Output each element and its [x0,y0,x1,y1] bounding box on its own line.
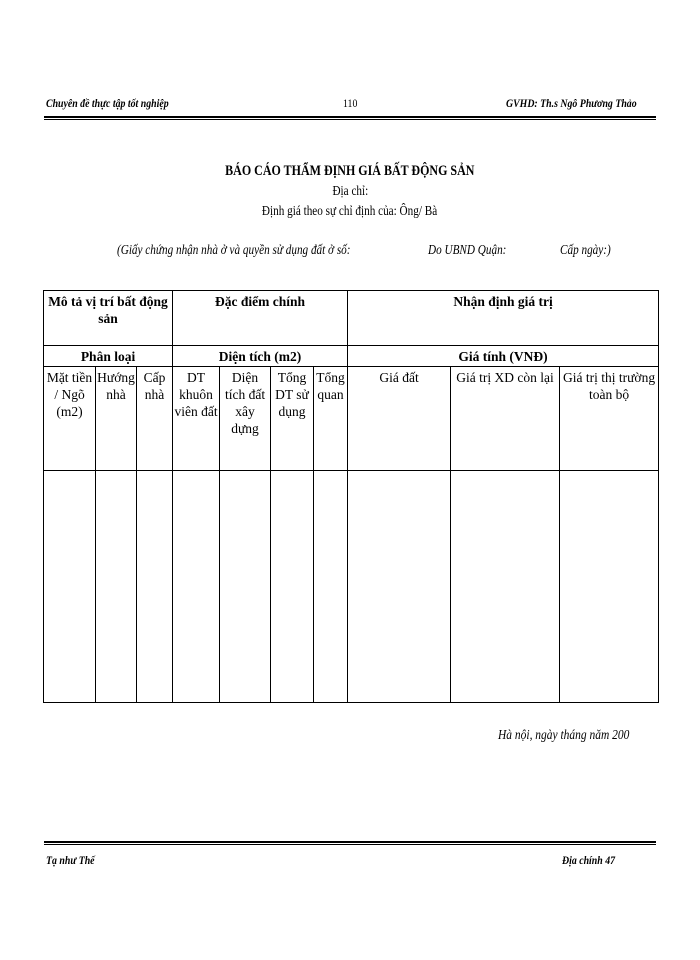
address-line: Địa chỉ: [332,184,368,199]
cell-empty[interactable] [314,471,348,703]
group-features: Đặc điểm chính [173,291,348,346]
footer-rule-thin [44,844,656,845]
appointed-line: Định giá theo sự chỉ định của: Ông/ Bà [262,204,438,219]
cell-empty[interactable] [96,471,137,703]
cell-empty[interactable] [271,471,314,703]
sub-classification: Phân loại [44,346,173,367]
page-number: 110 [343,96,358,110]
header-rule-thin [44,119,656,120]
col-remaining-value: Giá trị XD còn lại [451,367,560,471]
header-right: GVHD: Th.s Ngô Phương Thảo [506,96,637,110]
cell-empty[interactable] [44,471,96,703]
cell-empty[interactable] [137,471,173,703]
group-location: Mô tả vị trí bất động sản [44,291,173,346]
title-block [0,162,700,220]
group-valuation: Nhận định giá trị [348,291,659,346]
cell-empty[interactable] [560,471,659,703]
certificate-part2: Do UBND Quận: [428,243,507,258]
col-frontage: Mặt tiền / Ngõ (m2) [44,367,96,471]
table-row [44,471,659,703]
page-title: BÁO CÁO THẨM ĐỊNH GIÁ BẤT ĐỘNG SẢN [225,163,475,179]
footer-left: Tạ như Thế [46,853,95,867]
col-land-area: DT khuôn viên đất [173,367,220,471]
col-build-area: Diện tích đất xây dựng [220,367,271,471]
cell-empty[interactable] [220,471,271,703]
col-total-use: Tổng DT sử dụng [271,367,314,471]
col-land-price: Giá đất [348,367,451,471]
sub-area: Diện tích (m2) [173,346,348,367]
col-overview: Tổng quan [314,367,348,471]
valuation-table [43,290,659,703]
header-rule [44,116,656,118]
header-left: Chuyên đề thực tập tốt nghiệp [46,96,169,110]
footer-rule [44,841,656,843]
sub-price: Giá tính (VNĐ) [348,346,659,367]
col-market-value: Giá trị thị trường toàn bộ [560,367,659,471]
cell-empty[interactable] [173,471,220,703]
certificate-part3: Cấp ngày:) [560,243,611,258]
col-direction: Hướng nhà [96,367,137,471]
col-grade: Cấp nhà [137,367,173,471]
cell-empty[interactable] [451,471,560,703]
date-line: Hà nội, ngày tháng năm 200 [498,728,630,743]
certificate-part1: (Giấy chứng nhận nhà ở và quyền sử dụng đất ở số: [117,243,351,258]
cell-empty[interactable] [348,471,451,703]
footer-right: Địa chính 47 [562,853,616,867]
